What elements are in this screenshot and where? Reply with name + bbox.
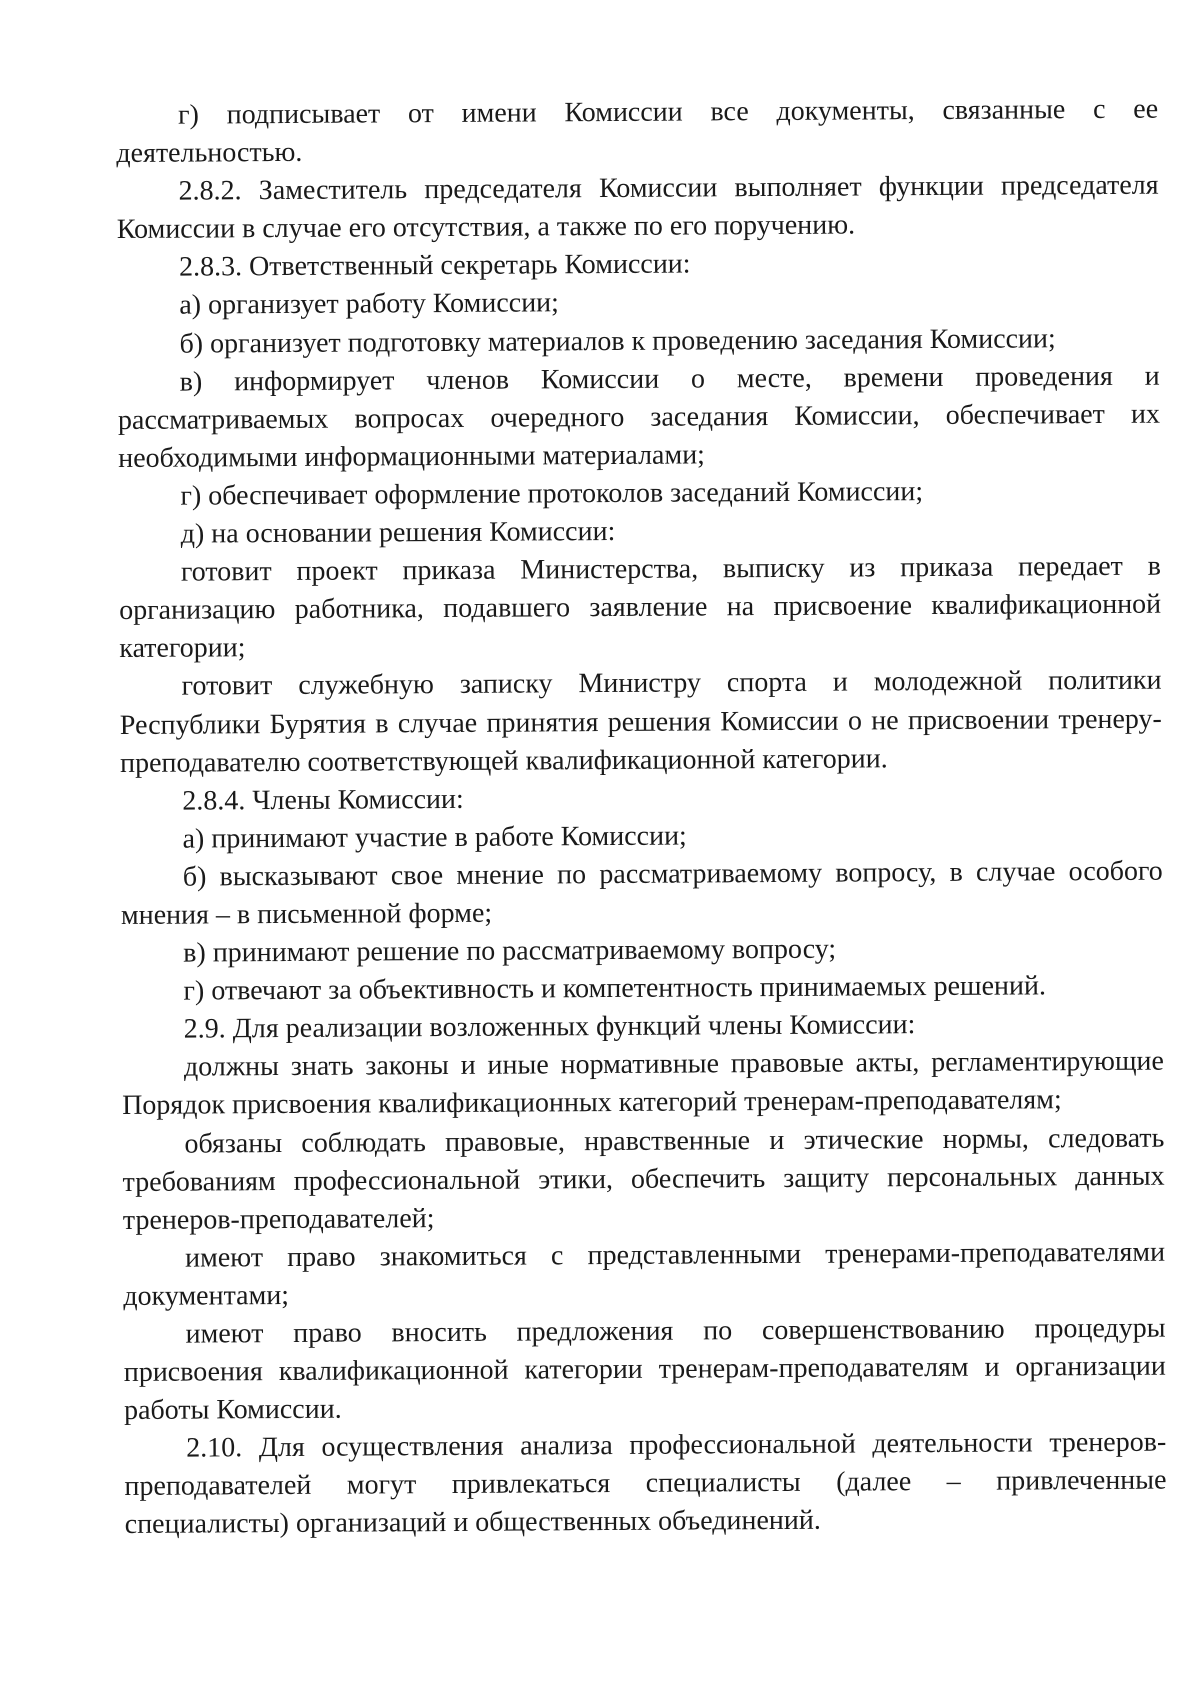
paragraph-item-g-protocols: г) обеспечивает оформление протоколов заседаний Комиссии;: [180, 476, 924, 512]
paragraph-2-8-3-secretary: 2.8.3. Ответственный секретарь Комиссии:: [178, 248, 691, 283]
paragraph-item-a-organizes-work: а) организует работу Комиссии;: [179, 287, 560, 322]
paragraph-item-b-prepares-materials: б) организует подготовку материалов к проведению заседания Комиссии;: [179, 322, 1056, 360]
paragraph-members-item-v: в) принимают решение по рассматриваемому вопросу;: [183, 933, 837, 969]
paragraph-item-v-informs-members: в) информирует членов Комиссии о месте, времени проведения и рассматриваемых вопросах очередного заседания Комиссии, обеспечивает их необходимыми информационными материалами;: [117, 360, 1161, 474]
paragraph-right-to-propose: имеют право вносить предложения по совершенствованию процедуры присвоения квалификационной категории тренерам-преподавателям и организации работы Комиссии.: [123, 1312, 1166, 1427]
paragraph-item-d-on-decision: д) на основании решения Комиссии:: [180, 515, 616, 550]
paragraph-members-item-a: а) принимают участие в работе Комиссии;: [182, 820, 687, 855]
paragraph-prepares-order: готовит проект приказа Министерства, выписку из приказа передает в организацию работника, подавшего заявление на присвоение квалификационной категории;: [119, 550, 1162, 665]
paragraph-right-to-review: имеют право знакомиться с представленными тренерами-преподавателями документами;: [123, 1236, 1166, 1312]
paragraph-2-10-specialists: 2.10. Для осуществления анализа профессиональной деятельности тренеров-преподавателей могут привлекаться специалисты (далее – привлеченные специалисты) организаций и общественных объединений.: [124, 1426, 1167, 1541]
paragraph-must-know-laws: должны знать законы и иные нормативные правовые акты, регламентирующие Порядок присвоения квалификационных категорий тренерам-преподавателям;: [122, 1045, 1165, 1122]
paragraph-prepares-memo: готовит служебную записку Министру спорта и молодежной политики Республики Бурятия в случае принятия решения Комиссии о не присвоении тренеру-преподавателю соответствующей квалификационной категории.: [119, 665, 1162, 779]
paragraph-members-item-g: г) отвечают за объективность и компетентность принимаемых решений.: [183, 970, 1047, 1007]
paragraph-2-8-2-deputy-chair: 2.8.2. Заместитель председателя Комиссии выполняет функции председателя Комиссии в случае его отсутствия, а также по его поручению.: [116, 169, 1159, 246]
document-body: [116, 91, 1167, 1545]
paragraph-2-8-4-members: 2.8.4. Члены Комиссии:: [182, 783, 464, 817]
paragraph-item-g-signs-documents: г) подписывает от имени Комиссии все документы, связанные с ее деятельностью.: [116, 93, 1159, 170]
paragraph-must-observe-norms: обязаны соблюдать правовые, нравственные и этические нормы, следовать требованиям профессиональной этики, обеспечить защиту персональных данных тренеров-преподавателей;: [122, 1122, 1165, 1236]
paragraph-members-item-b: б) высказывают свое мнение по рассматриваемому вопросу, в случае особого мнения – в письменной форме;: [120, 855, 1163, 931]
paragraph-2-9-functions: 2.9. Для реализации возложенных функций члены Комиссии:: [183, 1009, 916, 1045]
